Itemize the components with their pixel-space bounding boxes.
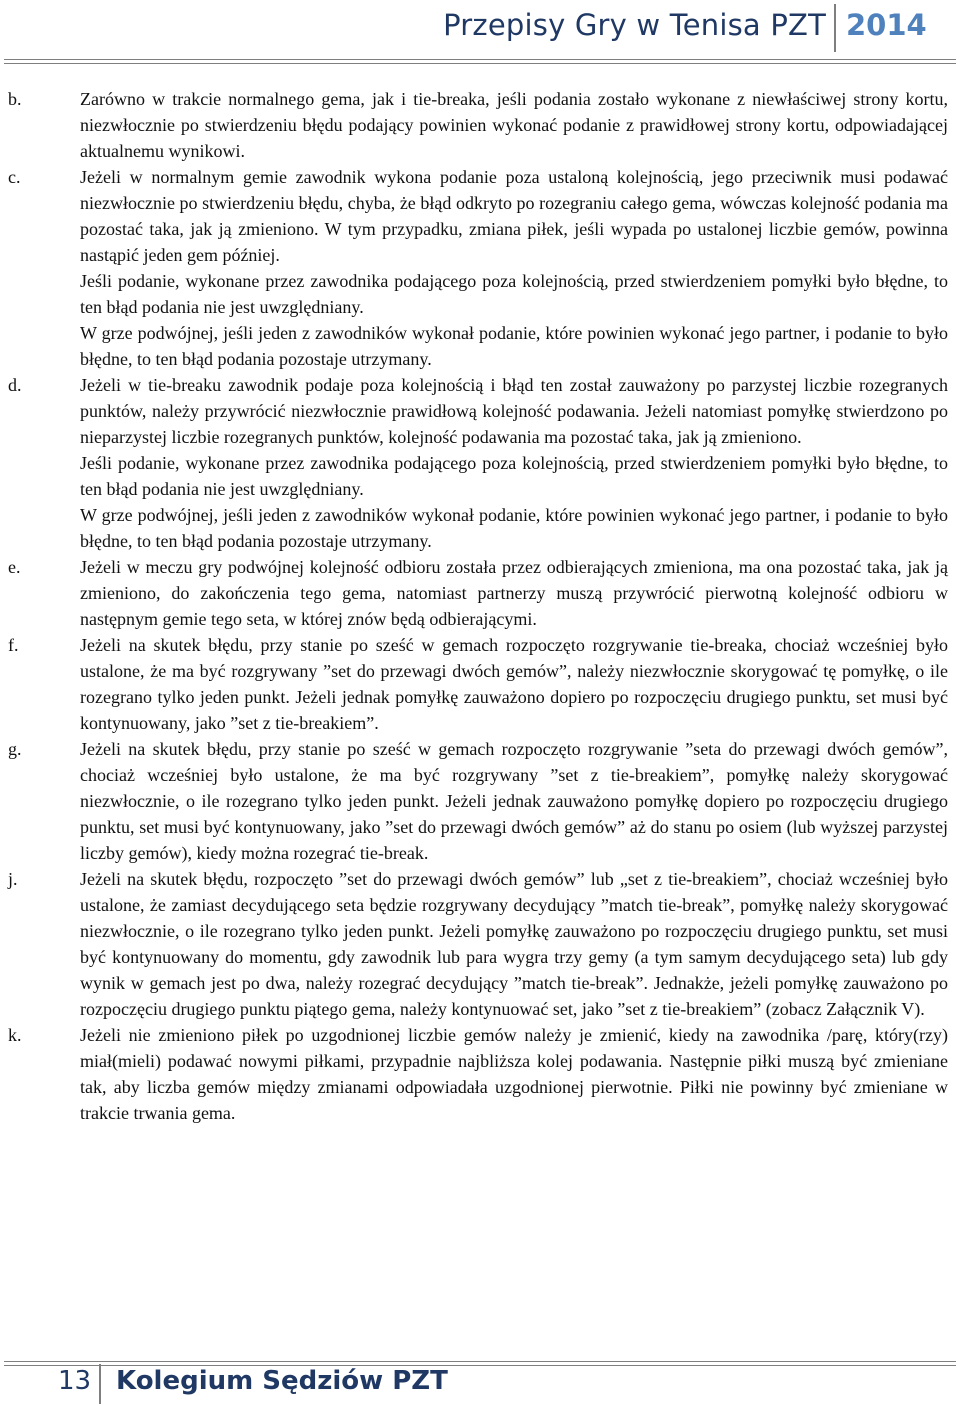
header-title: Przepisy Gry w Tenisa PZT bbox=[443, 8, 826, 42]
list-item bbox=[0, 164, 960, 372]
header-divider bbox=[834, 4, 836, 52]
list-paragraph: Jeżeli na skutek błędu, przy stanie po sześć w gemach rozpoczęto rozgrywanie tie-breaka, chociaż wcześniej było ustalone, że ma być rozgrywany ”set do przewagi dwóch gemów”, należy niezwłocznie skorygować tę pomyłkę, o ile rozegrano tylko jeden punkt. Jeżeli jednak pomyłkę zauważono dopiero po rozpoczęciu drugiego punktu, set musi być kontynuowany, jako ”set z tie-breakiem”. bbox=[80, 635, 948, 733]
list-item bbox=[0, 736, 960, 866]
header-rule bbox=[4, 59, 956, 64]
document-body bbox=[0, 86, 960, 1126]
list-item bbox=[0, 86, 960, 164]
list-marker: e. bbox=[8, 557, 21, 577]
list-marker: f. bbox=[8, 635, 19, 655]
list-paragraph: Jeżeli w meczu gry podwójnej kolejność odbioru została przez odbierających zmieniona, ma ona pozostać taka, jak ją zmieniono, do zakończenia tego gema, natomiast partnerzy muszą przywrócić pierwotną kolejność odbioru w następnym gemie tego seta, w której znów będą odbierającymi. bbox=[80, 557, 948, 629]
list-item bbox=[0, 632, 960, 736]
list-marker: j. bbox=[8, 869, 18, 889]
page-header bbox=[0, 0, 960, 60]
list-marker: k. bbox=[8, 1025, 22, 1045]
page-footer bbox=[0, 1362, 960, 1404]
list-item bbox=[0, 372, 960, 554]
list-marker: g. bbox=[8, 739, 22, 759]
list-marker: c. bbox=[8, 167, 21, 187]
list-paragraph: Jeżeli na skutek błędu, przy stanie po sześć w gemach rozpoczęto rozgrywanie ”seta do przewagi dwóch gemów”, chociaż wcześniej było ustalone, że ma być rozgrywany ”set z tie-breakiem”, pomyłkę należy skorygować niezwłocznie, o ile rozegrano tylko jeden punkt. Jeżeli jednak zauważono pomyłkę dopiero po rozpoczęciu drugiego punktu, set musi być kontynuowany, jako ”set do przewagi dwóch gemów” aż do stanu po osiem (lub wyższej parzystej liczby gemów), kiedy można rozegrać tie-break. bbox=[80, 739, 948, 863]
list-paragraph: Jeżeli w normalnym gemie zawodnik wykona podanie poza ustaloną kolejnością, jego przeciwnik musi podawać niezwłocznie po stwierdzeniu błędu, chyba, że błąd odkryto po rozegraniu całego gema, wówczas kolejność podania ma pozostać taka, jak ją zmieniono. W tym przypadku, zmiana piłek, jeśli wypada po ustalonej liczbie gemów, powinna nastąpić jeden gem później. bbox=[80, 167, 948, 265]
list-paragraph: W grze podwójnej, jeśli jeden z zawodników wykonał podanie, które powinien wykonać jego partner, i podanie to było błędne, to ten błąd podania pozostaje utrzymany. bbox=[80, 323, 948, 369]
list-marker: b. bbox=[8, 89, 22, 109]
list-paragraph: Jeśli podanie, wykonane przez zawodnika podającego poza kolejnością, przed stwierdzeniem pomyłki było błędne, to ten błąd podania nie jest uwzględniany. bbox=[80, 271, 948, 317]
list-item bbox=[0, 866, 960, 1022]
list-paragraph: W grze podwójnej, jeśli jeden z zawodników wykonał podanie, które powinien wykonać jego partner, i podanie to było błędne, to ten błąd podania pozostaje utrzymany. bbox=[80, 505, 948, 551]
list-marker: d. bbox=[8, 375, 22, 395]
list-item bbox=[0, 554, 960, 632]
footer-text: Kolegium Sędziów PZT bbox=[116, 1366, 448, 1396]
footer-divider bbox=[99, 1364, 101, 1404]
list-paragraph: Jeśli podanie, wykonane przez zawodnika podającego poza kolejnością, przed stwierdzeniem pomyłki było błędne, to ten błąd podania nie jest uwzględniany. bbox=[80, 453, 948, 499]
header-year: 2014 bbox=[846, 8, 927, 42]
list-paragraph: Jeżeli nie zmieniono piłek po uzgodnionej liczbie gemów należy je zmienić, kiedy na zawodnika /parę, który(rzy) miał(mieli) podawać nowymi piłkami, przypadnie najbliższa kolej podawania. Następnie piłki muszą być zmieniane tak, aby liczba gemów między zmianami odpowiadała uzgodnionej pierwotnie. Piłki nie powinny być zmieniane w trakcie trwania gema. bbox=[80, 1025, 948, 1123]
list-item bbox=[0, 1022, 960, 1126]
list-paragraph: Jeżeli na skutek błędu, rozpoczęto ”set do przewagi dwóch gemów” lub „set z tie-breakiem”, chociaż wcześniej było ustalone, że zamiast decydującego seta będzie rozgrywany decydujący ”match tie-break”, pomyłkę należy skorygować niezwłocznie, o ile rozegrano tylko jeden punkt. Jeżeli pomyłkę zauważono po rozpoczęciu drugiego punktu, set musi być kontynuowany do momentu, gdy zawodnik lub para wygra trzy gemy (a tym samym decydującego seta) lub gdy wynik w gemach jest po dwa, należy rozegrać decydujący ”match tie-break”. Jednakże, jeżeli pomyłkę zauważono po rozpoczęciu drugiego punktu piątego gema, należy kontynuować set, jako ”set z tie-breakiem” (zobacz Załącznik V). bbox=[80, 869, 948, 1019]
list-paragraph: Jeżeli w tie-breaku zawodnik podaje poza kolejnością i błąd ten został zauważony po parzystej liczbie rozegranych punktów, należy przywrócić niezwłocznie prawidłową kolejność podawania. Jeżeli natomiast pomyłkę stwierdzono po nieparzystej liczbie rozegranych punktów, kolejność podawania ma pozostać taka, jak ją zmieniono. bbox=[80, 375, 948, 447]
page-number: 13 bbox=[58, 1366, 92, 1396]
list-paragraph: Zarówno w trakcie normalnego gema, jak i tie-breaka, jeśli podania zostało wykonane z niewłaściwej strony kortu, niezwłocznie po stwierdzeniu błędu podający powinien wykonać podanie z prawidłowej strony kortu, odpowiadającej aktualnemu wynikowi. bbox=[80, 89, 948, 161]
